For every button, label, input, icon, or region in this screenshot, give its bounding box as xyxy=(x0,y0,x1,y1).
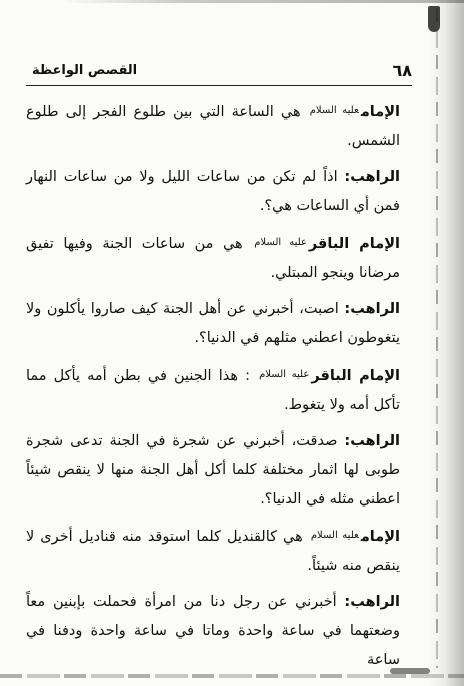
speaker-label: الإمام xyxy=(360,529,400,545)
paragraph-text: اذاً لم تكن من ساعات الليل ولا من ساعات النهار فمن أي الساعات هي؟. xyxy=(26,169,400,214)
running-title: القصص الواعظة xyxy=(32,63,138,78)
speaker-label: الإمام الباقر xyxy=(311,368,400,384)
scan-edge-top xyxy=(60,0,464,3)
paragraph-text: أخبرني عن رجل دنا من امرأة فحملت بإبنين معاً وضعتهما في ساعة واحدة وماتا في ساعة واحدة ودفنا في ساعة xyxy=(26,594,400,668)
paragraph-text: هي كالقنديل كلما استوقد منه قناديل أخرى لا ينقص منه شيئاً. xyxy=(26,529,400,574)
speaker-label: الراهب: xyxy=(344,169,400,185)
salutation-glyph: عليه السلام xyxy=(259,369,310,380)
paragraph-text: هي الساعة التي بين طلوع الفجر إلى طلوع الشمس. xyxy=(26,104,400,149)
paragraph xyxy=(26,427,400,514)
salutation-glyph: عليه السلام xyxy=(310,530,359,541)
speaker-label: الراهب: xyxy=(344,433,400,449)
paragraph xyxy=(26,521,400,581)
paragraph-text: صدقت، أخبرني عن شجرة في الجنة تدعى شجرة طوبى لها اثمار مختلفة كلما أكل أهل الجنة منها لا ينقص شيئاً اعطني مثله في الدنيا؟. xyxy=(26,433,400,507)
speaker-label: الراهب: xyxy=(344,594,400,610)
paragraph-text: اصبت، أخبرني عن أهل الجنة كيف صاروا يأكلون ولا يتغوطون اعطني مثلهم في الدنيا؟. xyxy=(26,301,400,346)
scan-corner-mark xyxy=(428,6,440,32)
salutation-glyph: عليه السلام xyxy=(254,237,307,248)
page-header xyxy=(26,60,412,82)
paragraph-text: : هذا الجنين في بطن أمه يأكل مما تأكل أمه ولا يتغوط. xyxy=(26,368,400,413)
speaker-label: الإمام xyxy=(360,104,400,120)
paragraph-text: هي من ساعات الجنة وفيها تفيق مرضانا وينجو المبتلي. xyxy=(26,236,400,281)
salutation-glyph: عليه السلام xyxy=(309,105,359,116)
speaker-label: الإمام الباقر xyxy=(308,236,400,252)
page-body xyxy=(26,96,400,682)
paragraph xyxy=(26,228,400,288)
paragraph xyxy=(26,295,400,353)
speaker-label: الراهب: xyxy=(344,301,400,317)
page-number: ٦٨ xyxy=(392,61,412,80)
scan-edge-right xyxy=(428,0,464,686)
scan-binding-line xyxy=(436,8,438,668)
paragraph xyxy=(26,163,400,221)
paragraph xyxy=(26,360,400,420)
paragraph xyxy=(26,96,400,156)
paragraph xyxy=(26,588,400,675)
header-rule xyxy=(26,85,412,86)
